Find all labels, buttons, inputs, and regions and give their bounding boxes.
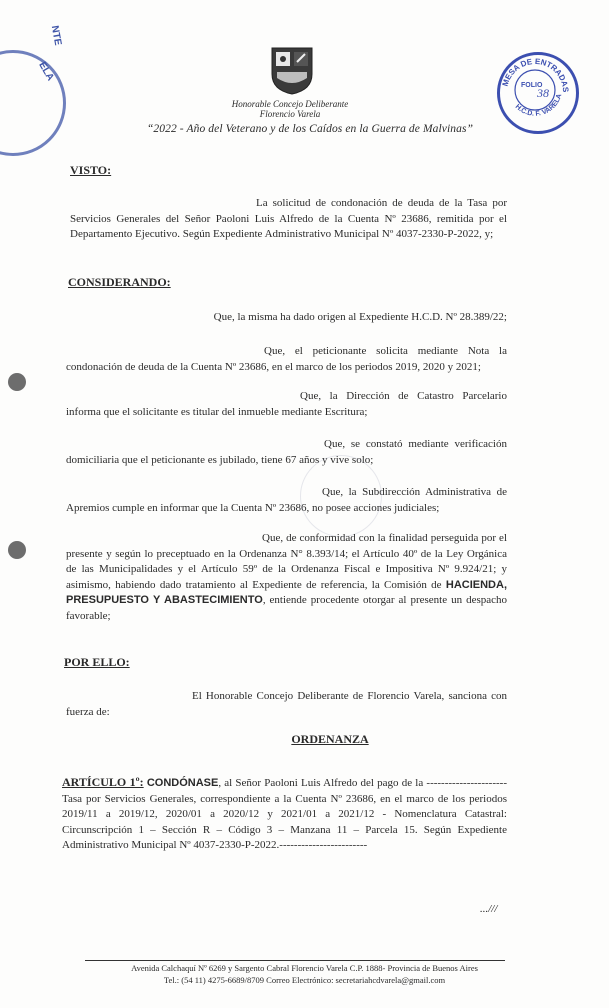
stamp-folio-number: 38	[537, 86, 549, 100]
articulo-1-label: ARTÍCULO 1º:	[62, 775, 144, 789]
stamp-folio-label: FOLIO	[521, 82, 543, 89]
stamp-ring-text: MESA DE ENTRADAS	[500, 56, 571, 93]
year-motto: “2022 - Año del Veterano y de los Caídos en la Guerra de Malvinas”	[146, 123, 474, 135]
articulo-1-text: , al Señor Paoloni Luis Alfredo del pago de la ---------------------- Tasa por Servicios Generales, correspondiente a la Cuenta Nº 23686, en el marco de los periodos 2019/11 a 2019/12, 2020/01 a 2020/12 y 2021/01 a 2021/12 - Nomenclatura Catastral: Circunscripción 1 – Sección R – Código 3 – Manzana 11 – Parcela 15. Según Expediente Administrativo Municipal Nº 4037-2330-P-2022.------------------------	[62, 777, 507, 851]
por-ello-heading: POR ELLO:	[64, 655, 130, 669]
mesa-de-entradas-stamp	[497, 52, 579, 134]
p6-text-end: , entiende procedente otorgar al presente un despacho favorable;	[66, 594, 507, 622]
council-name: Honorable Concejo Deliberante	[231, 99, 349, 109]
considerando-paragraph-3: Que, la Dirección de Catastro Parcelario informa que el solicitante es titular del inmueble mediante Escritura;	[66, 390, 507, 418]
faint-background-stamp	[300, 455, 382, 537]
footer-divider	[85, 960, 505, 961]
considerando-paragraph-2: Que, el peticionante solicita mediante Nota la condonación de deuda de la Cuenta Nº 23686, en el marco de los periodos 2019, 2020 y 2021;	[66, 345, 507, 373]
articulo-1-verb: CONDÓNASE	[146, 777, 219, 789]
articulo-1-paragraph	[62, 775, 507, 854]
left-seal-text-top: NTE	[48, 24, 64, 47]
footer-address: Avenida Calchaquí Nº 6269 y Sargento Cabral Florencio Varela C.P. 1888- Provincia de Buenos Aires	[131, 963, 478, 973]
page-continuation-mark: ...///	[480, 903, 498, 915]
considerando-paragraph-4: Que, se constató mediante verificación domiciliaria que el peticionante es jubilado, tiene 67 años y vive solo;	[66, 438, 507, 466]
considerando-paragraph-1: Que, la misma ha dado origen al Expediente H.C.D. Nº 28.389/22;	[213, 311, 507, 323]
por-ello-paragraph: El Honorable Concejo Deliberante de Florencio Varela, sanciona con fuerza de:	[66, 690, 507, 718]
punch-hole-top	[8, 373, 26, 391]
coat-of-arms-logo	[267, 44, 317, 96]
stamp-bottom-text: H.C.D. F. VARELA	[513, 93, 564, 118]
considerando-paragraph-6	[66, 531, 507, 624]
visto-paragraph: La solicitud de condonación de deuda de la Tasa por Servicios Generales del Señor Paoloni Luis Alfredo de la Cuenta Nº 23686, remitida por el Departamento Ejecutivo. Según Expediente Administrativo Municipal Nº 4037-2330-P-2022, y;	[70, 197, 507, 240]
visto-heading: VISTO:	[70, 163, 112, 177]
left-seal-text-bottom: ELA	[36, 60, 56, 83]
considerando-paragraph-5: Que, la Subdirección Administrativa de Apremios cumple en informar que la Cuenta Nº 23686, no posee acciones judiciales;	[66, 486, 507, 514]
p6-text-start: Que, de conformidad con la finalidad perseguida por el presente y según lo preceptuado en la Ordenanza N° 8.393/14; el Artículo 40º de la Ley Orgánica de las Municipalidades y el Artículo 59º de la Ordenanza Fiscal e Impositiva Nº 9.924/21; y asimismo, habiendo dado tratamiento al Expediente de referencia, la Comisión de	[66, 532, 507, 591]
footer-contact: Tel.: (54 11) 4275-6689/8709 Correo Electrónico: secretariahcdvarela@gmail.com	[163, 975, 446, 985]
council-city: Florencio Varela	[259, 109, 321, 119]
commission-name: HACIENDA, PRESUPUESTO Y ABASTECIMIENTO	[66, 578, 508, 606]
ordenanza-title: ORDENANZA	[291, 732, 369, 746]
punch-hole-bottom	[8, 541, 26, 559]
considerando-heading: CONSIDERANDO:	[68, 275, 171, 289]
